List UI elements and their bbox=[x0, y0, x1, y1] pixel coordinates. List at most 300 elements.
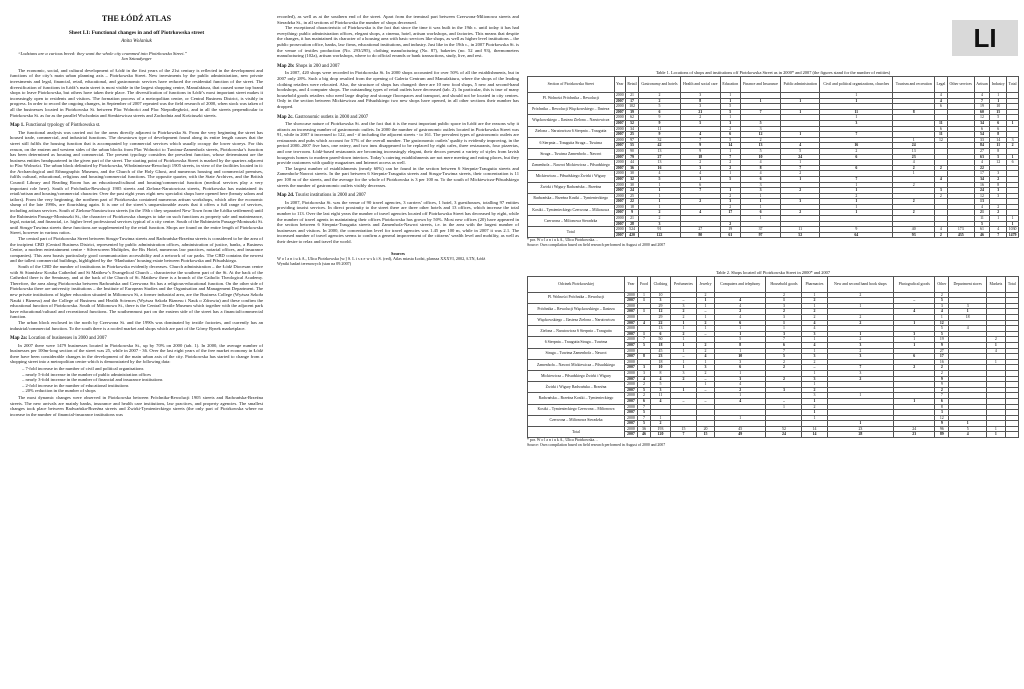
section-cell: Więckowskiego – Ilasteza Zielona – Narutowicza bbox=[528, 115, 615, 126]
value-cell: 12 bbox=[651, 309, 671, 315]
value-cell: 5 bbox=[990, 115, 1007, 121]
value-cell: 2 bbox=[766, 309, 802, 315]
value-cell: 1 bbox=[986, 426, 1005, 432]
value-cell: 1 bbox=[781, 132, 820, 138]
value-cell: 2 bbox=[935, 365, 949, 371]
value-cell: 4 bbox=[949, 432, 987, 438]
value-cell: 1 bbox=[670, 326, 696, 332]
value-cell: 3 bbox=[820, 120, 893, 126]
value-cell: 14 bbox=[990, 137, 1007, 143]
value-cell: 1 bbox=[720, 171, 740, 177]
column-header: Year bbox=[614, 77, 625, 93]
value-cell: 52 bbox=[781, 232, 820, 238]
value-cell: 13 bbox=[639, 148, 681, 154]
value-cell: 1 bbox=[720, 115, 740, 121]
value-cell: 4 bbox=[637, 320, 650, 326]
value-cell: 1 bbox=[802, 398, 827, 404]
column-header: Finance and Insurance bbox=[740, 77, 781, 93]
year-cell: 2000 bbox=[625, 404, 638, 410]
section-cell: Pl. Wolności Próchnika – Rewolucji bbox=[528, 292, 625, 303]
value-cell: 193 bbox=[651, 426, 671, 432]
value-cell: 11 bbox=[974, 216, 989, 222]
value-cell: 6 bbox=[894, 354, 935, 360]
value-cell: 1 bbox=[990, 216, 1007, 222]
value-cell: 21 bbox=[974, 210, 989, 216]
value-cell: 27 bbox=[680, 227, 720, 233]
value-cell: 23 bbox=[651, 354, 671, 360]
value-cell: 2 bbox=[935, 232, 948, 238]
source-entry: W o l a n i u k A., Ulica Piotrkowska [w:] S. L i s z e w s k i S. (red), Atlas miasta Łodzi, plansza XXXVI, 2002, ŁTN, Łódź bbox=[277, 255, 486, 261]
value-cell: 2 bbox=[894, 365, 935, 371]
value-cell: 3 bbox=[802, 331, 827, 337]
value-cell: 5 bbox=[637, 342, 650, 348]
value-cell: 21 bbox=[626, 216, 639, 222]
value-cell: 2 bbox=[680, 115, 720, 121]
value-cell: 1 bbox=[827, 421, 894, 427]
value-cell: 1 bbox=[802, 292, 827, 298]
value-cell: 4 bbox=[740, 160, 781, 166]
value-cell: 2 bbox=[766, 365, 802, 371]
value-cell: 7 bbox=[766, 348, 802, 354]
value-cell: 2 bbox=[696, 370, 714, 376]
value-cell: 3 bbox=[680, 93, 720, 99]
value-cell: 6 bbox=[651, 331, 671, 337]
value-cell: 50 bbox=[651, 337, 671, 343]
value-cell: 11 bbox=[820, 109, 893, 115]
value-cell: 84 bbox=[974, 143, 989, 149]
value-cell: 13 bbox=[740, 143, 781, 149]
value-cell: 1 bbox=[670, 387, 696, 393]
year-cell: 2000 bbox=[615, 204, 624, 209]
year-cell: 2000 bbox=[615, 171, 624, 176]
value-cell: 3 bbox=[990, 193, 1007, 199]
value-cell: 16 bbox=[820, 143, 893, 149]
value-cell: 1 bbox=[696, 326, 714, 332]
value-cell: 16 bbox=[935, 359, 949, 365]
value-cell: 3 bbox=[720, 199, 740, 205]
value-cell: 1 bbox=[986, 342, 1005, 348]
value-cell: 2 bbox=[802, 315, 827, 321]
value-cell: 3 bbox=[637, 365, 650, 371]
map2c-paragraph-2: The largest number of establishments (nearly 60%) can be found in the section between 6 Sierpnia-Traugutta streets and Zamenhofa-Nawrot streets. In the part between 6 Sierpnia-Traugutta streets and Struga-Tuwima streets, their concentration is 11 per 100 m of the streets, and the average for the whole of Piotrkowska is 3 per 100 m. To the south of Mickiewicza-Piłsudskiego streets the number of gastronomic outlets visibly decreases. bbox=[277, 165, 519, 188]
value-cell: 1 bbox=[766, 404, 802, 410]
value-cell: 1 bbox=[781, 109, 820, 115]
year-cell: 2007 bbox=[625, 354, 638, 360]
value-cell: 1 bbox=[766, 298, 802, 304]
sheet-title: Sheet LI: Functional changes in and off Piotrkowska street bbox=[68, 30, 205, 36]
value-cell: 60 bbox=[974, 109, 989, 115]
value-cell: 4 bbox=[740, 171, 781, 177]
column-tables bbox=[527, 14, 1019, 447]
value-cell: 2 bbox=[935, 370, 949, 376]
year-cell: 2000 bbox=[625, 337, 638, 343]
value-cell: 1 bbox=[670, 320, 696, 326]
value-cell: 10 bbox=[740, 154, 781, 160]
value-cell: 4 bbox=[990, 227, 1007, 233]
value-cell: 1 bbox=[740, 199, 781, 205]
value-cell: 4 bbox=[894, 309, 935, 315]
value-cell: 1 bbox=[935, 315, 949, 321]
column-header: Industry bbox=[990, 77, 1007, 93]
value-cell: 7 bbox=[827, 365, 894, 371]
value-cell: 29 bbox=[651, 315, 671, 321]
value-cell: 2 bbox=[720, 204, 740, 210]
value-cell: 11 bbox=[639, 126, 681, 132]
list-item: – nearly 3-fold increase in the number of financial and insurance institutions bbox=[22, 377, 263, 383]
year-cell: 2000 bbox=[625, 382, 638, 388]
value-cell: 22 bbox=[974, 165, 989, 171]
year-cell: 2007 bbox=[625, 410, 638, 416]
value-cell: 13 bbox=[651, 326, 671, 332]
value-cell: 45 bbox=[715, 426, 766, 432]
value-cell: 4 bbox=[802, 326, 827, 332]
value-cell: 2 bbox=[781, 210, 820, 216]
value-cell: 1 bbox=[670, 337, 696, 343]
sources bbox=[277, 251, 519, 266]
value-cell: 6 bbox=[766, 342, 802, 348]
value-cell: 3 bbox=[802, 393, 827, 399]
column-header: Other bbox=[935, 276, 949, 292]
column-header: Department stores bbox=[949, 276, 987, 292]
value-cell: 2 bbox=[990, 210, 1007, 216]
value-cell: 1 bbox=[637, 309, 650, 315]
column-header: Civil and political organizations, churches bbox=[820, 77, 893, 93]
value-cell: 1 bbox=[696, 298, 714, 304]
year-cell: 2007 bbox=[625, 309, 638, 315]
value-cell: 1 bbox=[639, 199, 681, 205]
value-cell: 1 bbox=[802, 382, 827, 388]
value-cell: 5 bbox=[715, 337, 766, 343]
value-cell: 2 bbox=[935, 387, 949, 393]
section-cell: 6 Sierpnia – Traugutta Struga – Tuwima bbox=[528, 337, 625, 348]
value-cell: 1 bbox=[990, 93, 1007, 99]
value-cell: 2 bbox=[990, 176, 1007, 182]
value-cell: 4 bbox=[651, 398, 671, 404]
map2b-paragraph: In 2007, 420 shops were recorded in Piotrkowska St. In 2000 shops accounted for over 50% of all the establishments, but in 2007 only 28%. Such a big drop resulted from the opening of Galeria Centrum and Manufaktura, where the shops of the leading clothing retailers were relocated. Also, the structure of shops has changed: there are 10 new food shops, 5 new and second-hand bookshops, and 4 computer shops. The outstanding types of retail outlets have decreased (tab. 2). In particular, this is true of many household goods retailers who need large display and storage floorspaces and transport, and should not be located in city centres. Only in the section between Mickiewicza and Piłsudskiego two new shops have opened, in all other sections their number has dropped. bbox=[277, 70, 519, 109]
value-cell: 1 bbox=[894, 337, 935, 343]
value-cell: 3 bbox=[766, 315, 802, 321]
year-cell: 2007 bbox=[615, 120, 624, 125]
value-cell: 122 bbox=[639, 232, 681, 238]
value-cell bbox=[1005, 432, 1018, 438]
value-cell: 12 bbox=[935, 320, 949, 326]
value-cell: 6 bbox=[740, 176, 781, 182]
value-cell: 5 bbox=[637, 421, 650, 427]
value-cell: 3 bbox=[935, 303, 949, 309]
value-cell: 19 bbox=[720, 227, 740, 233]
column-header: Clothing bbox=[651, 276, 671, 292]
value-cell: 1 bbox=[820, 98, 893, 104]
map2a-paragraph: In 2007 there were 1479 businesses located in Piotrkowska St., up by 70% on 2000 (tab. 1). In 2000, the average number of businesses per 100m-long section of the street was 25, while in 2007 - 36. Over the last eight years of the free market economy in Łódź there have been considerable changes in the development of the main urban axis of the city. Piotrkowska has started to change from a shopping street into a metropolitan centre which is demonstrated by the following data: bbox=[10, 342, 263, 365]
year-cell: 2000 bbox=[625, 415, 638, 421]
value-cell: 5 bbox=[720, 104, 740, 110]
map2b-heading: Map 2b: Shops in 200 and 2007 bbox=[277, 63, 340, 69]
value-cell: 6 bbox=[1007, 160, 1019, 166]
value-cell: 4 bbox=[781, 143, 820, 149]
year-cell: 2000 bbox=[615, 160, 624, 165]
value-cell: 1 bbox=[720, 188, 740, 194]
map2a-heading: Map 2a: Location of businesses in 2000 and 2007 bbox=[10, 336, 107, 342]
value-cell: 5 bbox=[720, 176, 740, 182]
year-cell: 2007 bbox=[625, 320, 638, 326]
value-cell: 10 bbox=[651, 292, 671, 298]
value-cell: 1 bbox=[740, 98, 781, 104]
value-cell: 1 bbox=[696, 382, 714, 388]
value-cell: 64 bbox=[820, 232, 893, 238]
value-cell: 3 bbox=[740, 188, 781, 194]
value-cell: 61 bbox=[974, 227, 989, 233]
value-cell: 34 bbox=[626, 126, 639, 132]
list-item: – 7-fold increase in the number of civil and political organisations bbox=[22, 366, 263, 372]
value-cell: 2 bbox=[820, 148, 893, 154]
table-header-row bbox=[528, 276, 1019, 292]
value-cell: 2 bbox=[766, 376, 802, 382]
value-cell: 4 bbox=[715, 298, 766, 304]
column-header: Perfumeries bbox=[670, 276, 696, 292]
value-cell: 54 bbox=[974, 132, 989, 138]
value-cell: 3 bbox=[802, 354, 827, 360]
value-cell: 2 bbox=[802, 404, 827, 410]
value-cell: 12 bbox=[974, 115, 989, 121]
year-cell: 2000 bbox=[615, 93, 624, 97]
value-cell: 11 bbox=[990, 143, 1007, 149]
value-cell: 15 bbox=[670, 426, 696, 432]
year-cell: 2007 bbox=[615, 98, 624, 103]
value-cell: 2 bbox=[827, 292, 894, 298]
value-cell: 2 bbox=[637, 393, 650, 399]
value-cell: 1 bbox=[802, 303, 827, 309]
table2-source: Source: Own compilation based on field research performed in August of 2000 and 2007 bbox=[527, 442, 666, 447]
section-cell: Kostki – Tymienieckiego Czerwona – Milionowa bbox=[528, 404, 625, 415]
value-cell: 4 bbox=[715, 382, 766, 388]
year-cell: 2007 bbox=[615, 210, 624, 215]
section-cell: Próchnika – Rewolucji Więckowskiego – Ilasteza bbox=[528, 303, 625, 314]
value-cell: 9 bbox=[935, 382, 949, 388]
value-cell: 7 bbox=[637, 415, 650, 421]
value-cell: 14 bbox=[802, 426, 827, 432]
value-cell: 2 bbox=[935, 193, 948, 199]
value-cell: 6 bbox=[935, 398, 949, 404]
value-cell: 2 bbox=[990, 204, 1007, 210]
value-cell: 4 bbox=[637, 376, 650, 382]
value-cell: 1 bbox=[781, 98, 820, 104]
value-cell: 2 bbox=[670, 315, 696, 321]
value-cell: 8 bbox=[740, 165, 781, 171]
value-cell: 6 bbox=[990, 120, 1007, 126]
value-cell: 5 bbox=[740, 148, 781, 154]
year-cell: 2000 bbox=[615, 216, 624, 221]
value-cell: 4 bbox=[696, 354, 714, 360]
value-cell: 1 bbox=[1007, 120, 1019, 126]
value-cell: 4 bbox=[935, 176, 948, 182]
column-header: Section of Piotrkowska Street bbox=[528, 77, 615, 93]
value-cell: 1 bbox=[1007, 154, 1019, 160]
intro-paragraph: The economic, social, and cultural development of Łódź in the first years of the 21st century is reflected in the development and functions of the city’s main urban planning axis – Piotrkowska Street. New investments by the public administration, new private investments and legal, financial, retail, educational, and gastronomic services have reduced the residential function of the street. The diversification of functions in Łódź’s main street is most visible in the largest shopping centre, Manufaktura, that caused some top brand shops to leave Piotrkowska, but others have taken their place. The diversification of functions in Łódź’s most important street makes it increasingly open to residents and visitors. The formation process of a metropolitan centre, or Central Business District, is visibly in progress. In order to record the ongoing changes, in September of 2007 repeated was the field research of 2000, when stock was taken of all the businesses located in Piotrkowska St. between Plac Wolności and Plac Niepodległości, and in all the streets perpendicular to Piotrkowska St. as far as the parallel Wschodnia and Sienkiewicza streets and Zachodnia and Kościuszki streets. bbox=[10, 67, 263, 118]
map2d-paragraph: In 2007, Piotrkowska St. was the venue of 90 travel agencies, 3 carriers’ offices, 1 hotel, 3 guesthouses, totalling 97 entities providing tourist services. In direct proximity to the street there are three other hotels and 13 offices, which increase the total number to 113. Over the last eight years the number of travel agencies located off Piotrkowska Street has decreased by eight, while the number of travel agents in maintaining their offices Piotrkowska has grown by 50%. Most new offices (20) have appeared in the section between 6 Sierpnia-Traugutta streets and Zamenhofa-Nawrot streets, i.e. in the area with the largest number of businesses and visitors. In 2000, the concentration level for travel agencies was 1.45 per 100 m, while in 2007 it was 2.1. The increased number of travel agencies seems to confirm a general improvement of the citizens’ wealth level and mobility, as well as their desire to relax and travel the world. bbox=[277, 199, 519, 244]
value-cell: 2 bbox=[827, 315, 894, 321]
value-cell: 14 bbox=[720, 143, 740, 149]
value-cell: 6 bbox=[935, 104, 948, 110]
value-cell: 1 bbox=[802, 370, 827, 376]
value-cell: 27 bbox=[639, 154, 681, 160]
value-cell: 4 bbox=[974, 93, 989, 99]
value-cell: 6 bbox=[740, 210, 781, 216]
value-cell: 2 bbox=[781, 171, 820, 177]
year-cell: 2000 bbox=[615, 115, 624, 120]
value-cell: 4 bbox=[986, 348, 1005, 354]
value-cell: 7 bbox=[781, 165, 820, 171]
value-cell: 7 bbox=[680, 137, 720, 143]
section-cell: Pl. Wolności Próchnika – Rewolucji bbox=[528, 93, 615, 104]
value-cell: 1 bbox=[802, 348, 827, 354]
value-cell: 1 bbox=[820, 204, 893, 210]
value-cell: 5 bbox=[720, 137, 740, 143]
value-cell: 4 bbox=[935, 227, 948, 233]
value-cell: 24 bbox=[974, 188, 989, 194]
value-cell: 3 bbox=[715, 359, 766, 365]
table2-caption: Table 2. Shops located off Piotrkowska Street in 2000* and 2007 bbox=[715, 269, 831, 275]
value-cell: 1 bbox=[894, 398, 935, 404]
section-cell: Próchnika – Rewolucji Więckowskiego – Ilasteza bbox=[528, 104, 615, 115]
value-cell: 19 bbox=[935, 337, 949, 343]
section-cell: Radwańska – Brzeźna Kostki – Tymienieckiego bbox=[528, 193, 615, 204]
year-cell: 2000 bbox=[625, 348, 638, 354]
value-cell: 9 bbox=[935, 376, 949, 382]
value-cell: 3 bbox=[720, 120, 740, 126]
value-cell: 11 bbox=[651, 393, 671, 399]
value-cell: 24 bbox=[781, 154, 820, 160]
value-cell: 1 bbox=[802, 337, 827, 343]
value-cell: 2 bbox=[670, 309, 696, 315]
section-cell: Zielona – Narutowicza 6 Sierpnia – Traugutta bbox=[528, 126, 615, 137]
value-cell: 7 bbox=[990, 232, 1007, 238]
value-cell: 2 bbox=[639, 98, 681, 104]
value-cell: 2 bbox=[639, 216, 681, 222]
value-cell: 5 bbox=[651, 382, 671, 388]
year-cell: 2007 bbox=[615, 188, 624, 193]
value-cell: 3 bbox=[766, 387, 802, 393]
column-header: Jewelry bbox=[696, 276, 714, 292]
value-cell: 32 bbox=[626, 176, 639, 182]
value-cell: 4 bbox=[935, 98, 948, 104]
value-cell: 1 bbox=[1007, 216, 1019, 222]
year-cell: 2000 bbox=[615, 126, 624, 131]
paragraph: The exceptional characteristic of Piotrkowska is the fact that since the time it was built in the 19th c. until today it has had everything: public administration offices, elegant shops, a cinema, hotel, artisan workshops, and factories. This means that despite the changes, it has maintained its character of a housing area with basic services like shops, as well as higher level institutions – the public prosecution office, banks, law firms, educational institutions, and industry. Just like in the 19th c., in 2007 Piotrkowska St. is the venue of textiles production (No. 293/295), clothing manufacturing (No. 87), bakeries (no. 52 and 93), thermometers manufacturing (102a), artisan workshops, where to do official errands or bank transactions, study, live, and rest. bbox=[277, 25, 519, 59]
value-cell: 23 bbox=[894, 432, 935, 438]
value-cell: 7 bbox=[637, 337, 650, 343]
value-cell: 1 bbox=[802, 415, 827, 421]
atlas-title: THE ŁÓDŹ ATLAS bbox=[101, 14, 172, 23]
value-cell: 3 bbox=[639, 221, 681, 227]
value-cell: 4 bbox=[802, 320, 827, 326]
value-cell: 1030 bbox=[1008, 227, 1017, 232]
value-cell: 4 bbox=[639, 171, 681, 177]
year-cell: 2000 bbox=[625, 315, 638, 321]
year-cell: 2000 bbox=[615, 104, 624, 109]
value-cell: 89 bbox=[935, 432, 949, 438]
value-cell: 97 bbox=[740, 232, 781, 238]
value-cell: 21 bbox=[626, 93, 639, 99]
value-cell: 6 bbox=[680, 182, 720, 188]
value-cell: 12 bbox=[935, 415, 949, 421]
value-cell: 4 bbox=[974, 204, 989, 210]
value-cell: 173 bbox=[947, 227, 974, 233]
value-cell: 1 bbox=[820, 115, 893, 121]
value-cell: 18 bbox=[949, 315, 987, 321]
value-cell: 1 bbox=[651, 415, 671, 421]
value-cell: 9 bbox=[626, 210, 639, 216]
value-cell: 7 bbox=[680, 188, 720, 194]
value-cell: 6 bbox=[715, 320, 766, 326]
value-cell: 1 bbox=[639, 182, 681, 188]
year-cell: 2007 bbox=[615, 199, 624, 204]
value-cell: 28 bbox=[827, 432, 894, 438]
value-cell: 3 bbox=[696, 365, 714, 371]
value-cell: 1 bbox=[894, 320, 935, 326]
value-cell: 7 bbox=[720, 154, 740, 160]
value-cell: 5 bbox=[990, 154, 1007, 160]
value-cell: 2 bbox=[802, 309, 827, 315]
value-cell: 1 bbox=[715, 415, 766, 421]
map2a-paragraph-2: The most dynamic changes were observed in Piotrkowska between Próchnika-Rewolucji 1905 streets and Radwańska-Brzeźna streets. The new arrivals are mainly banks, insurance and health care institutions, law practices, and property agencies. The smallest changes took place between Radwańska-Brzeźna streets and Żwirki-Tymienieckiego streets (the only part of Piotrkowska where no increase in the number of financial-insurance institutions was bbox=[10, 395, 263, 417]
value-cell: 18 bbox=[626, 204, 639, 210]
value-cell: 5 bbox=[949, 426, 987, 432]
column-header: Education bbox=[720, 77, 740, 93]
value-cell: 4 bbox=[935, 309, 949, 315]
year-cell: 2007 bbox=[615, 221, 624, 226]
value-cell: 12 bbox=[740, 132, 781, 138]
value-cell: 11 bbox=[781, 227, 820, 233]
value-cell: 4 bbox=[680, 171, 720, 177]
value-cell: 1 bbox=[670, 342, 696, 348]
value-cell: 4 bbox=[680, 132, 720, 138]
value-cell: 8 bbox=[651, 370, 671, 376]
value-cell: 3 bbox=[715, 376, 766, 382]
value-cell: 13 bbox=[974, 199, 989, 205]
column-header: Public administration bbox=[781, 77, 820, 93]
value-cell: 16 bbox=[974, 182, 989, 188]
value-cell: 3 bbox=[680, 104, 720, 110]
value-cell: 1 bbox=[949, 421, 987, 427]
value-cell: 17 bbox=[626, 98, 639, 104]
value-cell: 3 bbox=[740, 126, 781, 132]
column-left bbox=[10, 14, 263, 417]
value-cell: 32 bbox=[639, 137, 681, 143]
year-cell: 2007 bbox=[625, 365, 638, 371]
value-cell: 2 bbox=[827, 376, 894, 382]
value-cell: 5 bbox=[639, 176, 681, 182]
year-cell: 2007 bbox=[615, 232, 624, 237]
value-cell: 2 bbox=[715, 387, 766, 393]
value-cell: 1 bbox=[781, 176, 820, 182]
value-cell: 7 bbox=[974, 98, 989, 104]
year-cell: 2000 bbox=[625, 426, 638, 432]
value-cell: – bbox=[696, 398, 714, 404]
value-cell: 1 bbox=[894, 342, 935, 348]
value-cell: 3 bbox=[894, 331, 935, 337]
value-cell: 4 bbox=[893, 160, 935, 166]
value-cell: 8 bbox=[990, 148, 1007, 154]
value-cell: 2 bbox=[893, 165, 935, 171]
value-cell: 97 bbox=[626, 137, 639, 143]
value-cell: 42 bbox=[639, 143, 681, 149]
source-entry: Wyniki badań terenowych (stan na 09.2007) bbox=[277, 260, 352, 266]
value-cell: 3 bbox=[935, 188, 948, 194]
year-cell: 2007 bbox=[615, 132, 624, 137]
value-cell: 33 bbox=[974, 137, 989, 143]
value-cell: 23 bbox=[893, 154, 935, 160]
value-cell: 79 bbox=[626, 154, 639, 160]
